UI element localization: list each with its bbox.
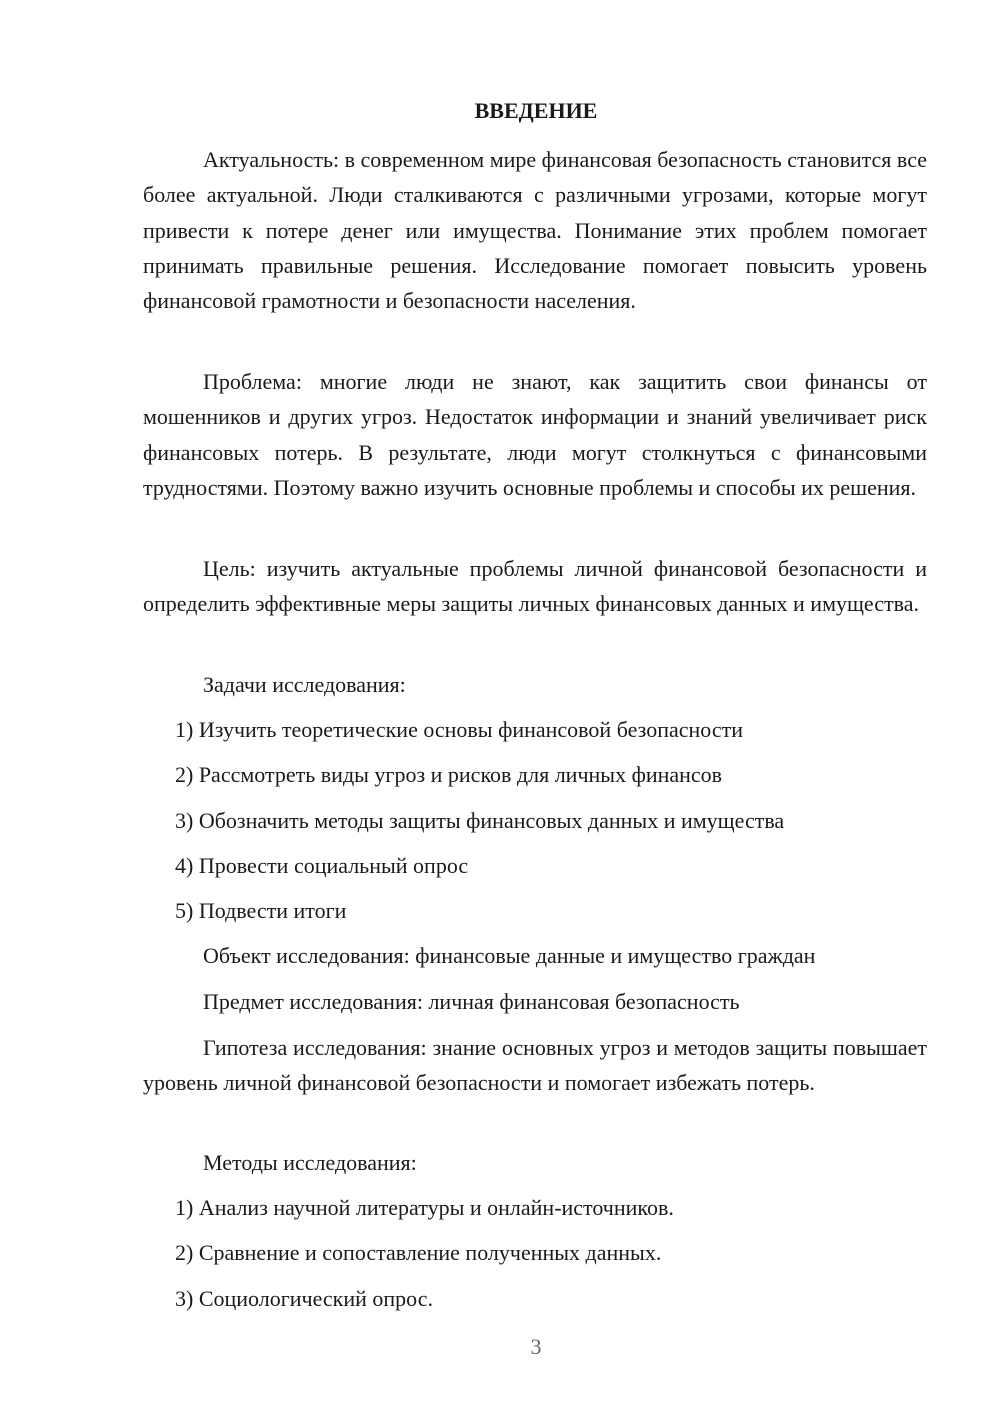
task-item: 5) Подвести итоги xyxy=(175,898,347,923)
task-item: 4) Провести социальный опрос xyxy=(175,853,469,878)
relevance-paragraph: Актуальность: в современном мире финансовая безопасность становится все более актуальной. Люди сталкиваются с различными угрозами, которые могут привести к потере денег или имущества. Понимание этих проблем помогает принимать правильные решения. Исследование помогает повысить уровень финансовой грамотности и безопасности населения. xyxy=(143,147,927,314)
page-number: 3 xyxy=(530,1334,542,1359)
research-object: Объект исследования: финансовые данные и имущество граждан xyxy=(203,943,816,968)
section-title: ВВЕДЕНИЕ xyxy=(474,98,598,123)
research-subject: Предмет исследования: личная финансовая безопасность xyxy=(203,989,740,1014)
task-item: 3) Обозначить методы защиты финансовых данных и имущества xyxy=(175,808,785,833)
method-item: 1) Анализ научной литературы и онлайн-источников. xyxy=(175,1195,674,1220)
method-item: 3) Социологический опрос. xyxy=(175,1286,433,1311)
tasks-heading: Задачи исследования: xyxy=(203,672,406,697)
task-item: 2) Рассмотреть виды угроз и рисков для личных финансов xyxy=(175,762,723,787)
goal-paragraph: Цель: изучить актуальные проблемы личной финансовой безопасности и определить эффективные меры защиты личных финансовых данных и имущества. xyxy=(143,556,927,617)
method-item: 2) Сравнение и сопоставление полученных данных. xyxy=(175,1240,662,1265)
problem-paragraph: Проблема: многие люди не знают, как защитить свои финансы от мошенников и других угроз. Недостаток информации и знаний увеличивает риск финансовых потерь. В результате, люди могут столкнуться с финансовыми трудностями. Поэтому важно изучить основные проблемы и способы их решения. xyxy=(143,369,927,500)
methods-heading: Методы исследования: xyxy=(203,1150,417,1175)
task-item: 1) Изучить теоретические основы финансовой безопасности xyxy=(175,717,743,742)
hypothesis-paragraph: Гипотеза исследования: знание основных угроз и методов защиты повышает уровень личной финансовой безопасности и помогает избежать потерь. xyxy=(143,1035,927,1096)
